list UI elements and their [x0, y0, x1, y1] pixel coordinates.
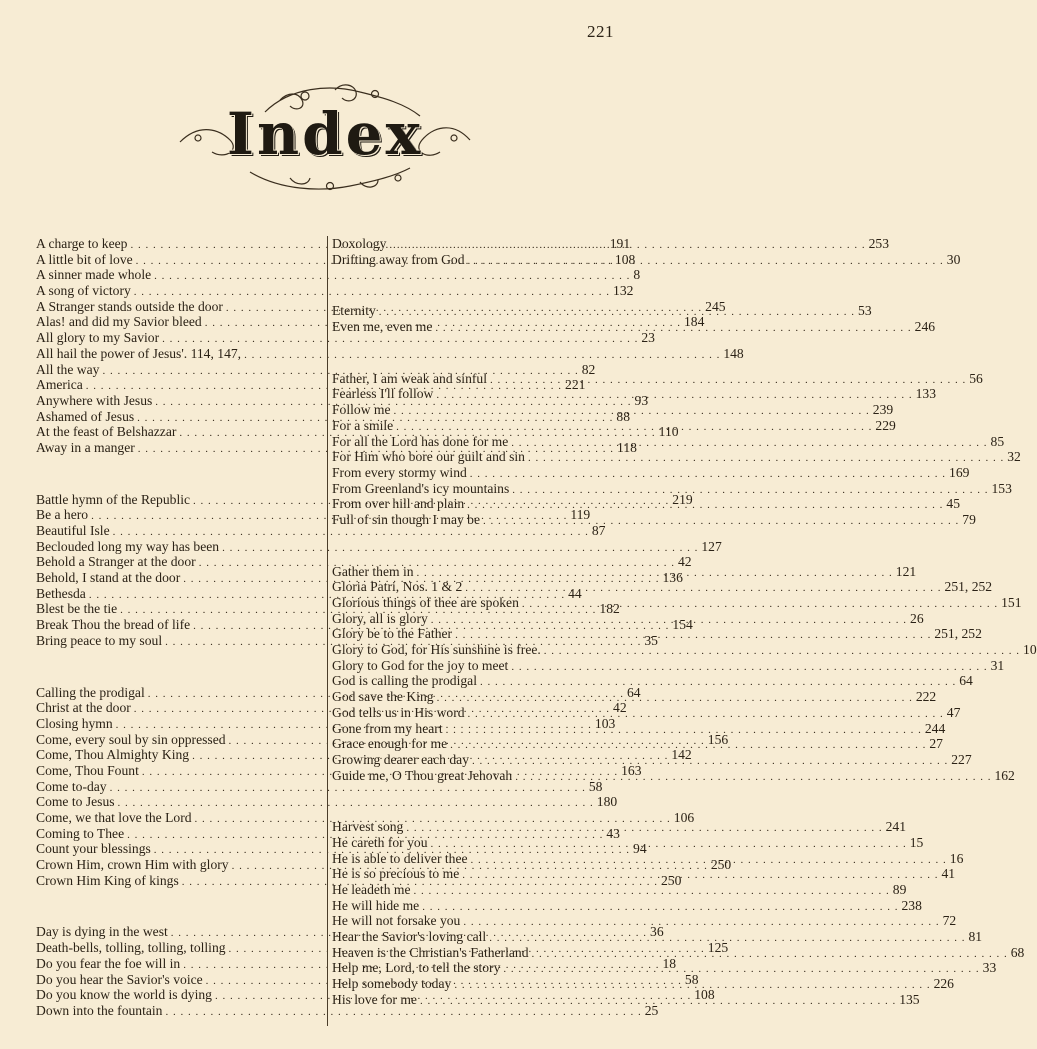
hymn-title: All hail the power of Jesus'. 114, 147, — [36, 345, 242, 361]
hymn-page-number: 108 — [694, 987, 715, 1003]
hymn-page-number: 93 — [634, 392, 649, 408]
hymn-title: God tells us in His word — [332, 704, 465, 720]
hymn-title: Closing hymn — [36, 715, 113, 731]
hymn-page-number: 41 — [941, 866, 956, 882]
dot-leader — [515, 770, 991, 786]
hymn-title: Down into the fountain — [36, 1002, 163, 1018]
page-number: 221 — [587, 22, 614, 41]
hymn-page-number: 23 — [641, 330, 655, 346]
index-entry — [332, 480, 1012, 497]
hymn-page-number: 33 — [982, 960, 997, 976]
hymn-title: For Him who bore our guilt and sin — [332, 449, 525, 465]
dot-leader — [465, 581, 941, 597]
hymn-title: Fearless I'll follow — [332, 386, 434, 402]
hymn-page-number: 246 — [914, 319, 936, 335]
index-entry — [332, 767, 1015, 784]
hymn-page-number: 15 — [909, 834, 924, 850]
hymn-page-number: 227 — [951, 751, 972, 767]
index-entry — [36, 267, 641, 283]
page-title: Index — [226, 100, 424, 168]
hymn-page-number: 43 — [606, 825, 620, 841]
hymn-title: Anywhere with Jesus — [36, 392, 153, 408]
index-entry — [332, 673, 973, 689]
hymn-page-number: 251, 252 — [934, 626, 982, 642]
hymn-title: A Stranger stands outside the door — [36, 298, 223, 314]
dot-leader — [435, 321, 911, 337]
hymn-page-number: 132 — [613, 283, 634, 299]
hymn-page-number: 53 — [858, 303, 872, 319]
hymn-page-number: 85 — [990, 433, 1005, 449]
hymn-title: Glorious things of thee are spoken — [332, 595, 519, 610]
index-entry — [332, 251, 961, 268]
index-entry — [36, 778, 603, 795]
index-entry — [36, 810, 695, 826]
hymn-page-number: 121 — [895, 563, 917, 579]
hymn-page-number: 118 — [617, 439, 637, 455]
hymn-title: Come, every soul by sin oppressed — [36, 731, 226, 747]
hymn-title: A sinner made whole — [36, 267, 152, 283]
index-entry — [332, 689, 937, 705]
hymn-title: Ashamed of Jesus — [36, 408, 135, 424]
hymn-page-number: 238 — [901, 897, 922, 913]
hymn-title: Away in a manger — [36, 439, 135, 455]
hymn-page-number: 163 — [621, 762, 642, 778]
hymn-page-number: 222 — [915, 689, 937, 705]
hymn-page-number: 8 — [633, 267, 641, 283]
hymn-title: Hear the Savior's loving call — [332, 929, 487, 945]
dot-leader — [431, 837, 907, 853]
dot-leader — [422, 900, 898, 916]
hymn-title: Drifting away from God — [332, 251, 465, 267]
hymn-title: He careth for you — [332, 834, 428, 850]
group-spacer — [332, 335, 652, 371]
hymn-title: Day is dying in the west — [36, 924, 168, 940]
index-entry — [36, 1002, 659, 1019]
index-entry — [332, 236, 890, 252]
hymn-title: Father, I am weak and sinful — [332, 370, 487, 386]
hymn-title: Crown Him, crown Him with glory — [36, 857, 229, 873]
hymn-title: From over hill and plain — [332, 496, 465, 512]
hymn-title: Calling the prodigal — [36, 684, 145, 700]
dot-leader — [471, 853, 947, 869]
hymn-page-number: 219 — [672, 491, 693, 507]
hymn-page-number: 182 — [599, 601, 620, 617]
index-entry — [332, 819, 906, 835]
dot-leader — [463, 915, 939, 931]
dot-leader — [480, 675, 956, 691]
dot-leader — [414, 884, 890, 900]
hymn-title: Beclouded long my way has been — [36, 538, 220, 554]
hymn-title: A little bit of love — [36, 251, 133, 267]
hymn-title: All glory to my Savior — [36, 330, 160, 346]
dot-leader — [511, 660, 987, 676]
hymn-title: Follow me — [332, 402, 391, 418]
index-entry — [332, 433, 1005, 450]
hymn-title: At the feast of Belshazzar — [36, 424, 177, 440]
index-entry — [332, 370, 983, 387]
hymn-title: Gloria Patri, Nos. 1 & 2 — [332, 579, 463, 595]
index-entry — [332, 897, 922, 914]
hymn-page-number: 32 — [1007, 449, 1021, 465]
hymn-page-number: 184 — [683, 314, 705, 330]
hymn-page-number: 135 — [899, 991, 920, 1007]
dot-leader — [489, 931, 965, 947]
hymn-page-number: 88 — [616, 408, 631, 424]
index-entry — [332, 449, 1021, 465]
dot-leader — [470, 467, 946, 483]
hymn-page-number: 180 — [596, 794, 618, 810]
index-entry — [332, 913, 957, 929]
hymn-title: A song of victory — [36, 283, 131, 299]
dot-leader — [544, 644, 1020, 660]
hymn-title: Behold, I stand at the door — [36, 570, 181, 586]
dot-leader — [468, 251, 944, 270]
hymn-page-number: 16 — [949, 850, 964, 866]
hymn-title: Eternity — [332, 303, 376, 319]
hymn-title: Coming to Thee — [36, 825, 125, 841]
hymn-title: Help me, Lord, to tell the story — [332, 960, 501, 976]
index-entry — [332, 386, 937, 402]
hymn-page-number: 72 — [942, 913, 957, 929]
hymn-page-number: 221 — [565, 377, 586, 393]
index-entry — [36, 345, 744, 362]
index-entry — [332, 704, 961, 721]
hymn-title: Even me, even me — [332, 319, 433, 335]
hymn-title: God save the King — [332, 689, 434, 705]
dot-leader — [379, 305, 855, 321]
hymn-page-number: 125 — [707, 940, 729, 956]
hymn-page-number: 26 — [910, 610, 924, 626]
index-title-ornament — [170, 82, 480, 194]
index-entry — [332, 834, 924, 851]
hymn-title: Come, Thou Almighty King — [36, 747, 190, 763]
index-columns — [36, 236, 1037, 1036]
hymn-page-number: 45 — [946, 496, 960, 512]
hymn-title: Full of sin though I may be — [332, 511, 481, 527]
hymn-page-number: 153 — [991, 480, 1012, 496]
hymn-page-number: 44 — [568, 585, 582, 601]
hymn-page-number: 18 — [662, 955, 677, 971]
dot-leader — [503, 962, 979, 978]
dot-leader — [522, 597, 998, 613]
hymn-page-number: 108 — [614, 251, 636, 267]
hymn-title: Doxology — [332, 236, 387, 251]
hymn-page-number: 58 — [684, 971, 699, 987]
hymn-page-number: 251, 252 — [944, 579, 993, 595]
hymn-page-number: 106 — [673, 810, 695, 825]
index-entry — [332, 511, 976, 528]
dot-leader — [483, 514, 959, 530]
hymn-title: He will hide me — [332, 897, 420, 913]
hymn-page-number: 156 — [707, 731, 729, 747]
index-entry — [332, 720, 946, 737]
group-spacer — [332, 783, 652, 819]
hymn-title: Do you hear the Savior's voice — [36, 971, 203, 987]
hymn-title: Battle hymn of the Republic — [36, 491, 191, 507]
hymn-title: God is calling the prodigal — [332, 673, 477, 689]
hymn-page-number: 136 — [662, 570, 683, 586]
index-entry — [332, 464, 970, 481]
hymn-page-number: 27 — [929, 736, 943, 752]
hymn-title: Grace enough for me — [332, 736, 448, 752]
hymn-title: For all the Lord has done for me — [332, 433, 509, 449]
dot-leader — [431, 613, 907, 629]
hymn-title: He leadeth me — [332, 882, 411, 897]
hymn-title: Growing dearer each day — [332, 751, 469, 767]
index-entry — [36, 794, 618, 810]
hymn-page-number: 56 — [969, 370, 983, 386]
column-divider — [327, 236, 328, 1026]
hymn-title: For a smile — [332, 417, 394, 433]
hymn-title: Blest be the tie — [36, 601, 118, 617]
dot-leader — [417, 566, 893, 582]
dot-leader — [420, 994, 896, 1010]
hymn-page-number: 244 — [924, 720, 946, 736]
hymn-page-number: 31 — [990, 657, 1005, 673]
hymn-title: His love for me — [332, 991, 417, 1007]
hymn-page-number: 35 — [644, 632, 658, 648]
hymn-title: He will not forsake you — [332, 913, 461, 929]
index-entry — [332, 579, 993, 595]
dot-leader — [472, 754, 948, 770]
hymn-title: Do you fear the foe will in — [36, 955, 181, 971]
dot-leader — [450, 738, 926, 754]
dot-leader — [446, 723, 922, 739]
hymn-page-number: 82 — [581, 361, 596, 377]
hymn-title: From Greenland's icy mountains — [332, 480, 510, 496]
index-entry — [36, 554, 692, 570]
hymn-page-number: 169 — [949, 464, 970, 480]
hymn-page-number: 68 — [1010, 944, 1025, 960]
index-entry — [332, 595, 1022, 611]
index-entry — [332, 402, 894, 418]
index-entry — [36, 283, 634, 299]
hymn-page-number: 87 — [591, 523, 606, 538]
hymn-page-number: 162 — [994, 767, 1015, 783]
hymn-page-number: 89 — [892, 882, 907, 897]
hymn-title: Gone from my heart — [332, 720, 443, 736]
hymn-page-number: 239 — [872, 402, 894, 418]
hymn-page-number: 25 — [644, 1002, 659, 1018]
hymn-page-number: 148 — [723, 345, 744, 361]
hymn-title: Gather them in — [332, 563, 414, 579]
hymn-title: A charge to keep — [36, 236, 128, 251]
hymn-page-number: 94 — [633, 841, 647, 857]
hymn-title: Bethesda — [36, 585, 86, 601]
hymn-page-number: 103 — [594, 715, 616, 731]
dot-leader — [436, 388, 912, 404]
hymn-page-number: 36 — [650, 924, 664, 940]
hymn-title: Behold a Stranger at the door — [36, 554, 196, 570]
hymn-title: Come to Jesus — [36, 794, 115, 810]
hymn-page-number: 151 — [1001, 595, 1022, 610]
dot-leader — [512, 483, 988, 499]
hymn-title: Glory to God, for His sunshine is free. — [332, 642, 541, 658]
group-spacer — [332, 528, 652, 564]
index-entry — [332, 882, 907, 898]
hymn-title: Crown Him King of kings — [36, 872, 179, 888]
hymn-page-number: 253 — [868, 236, 890, 251]
hymn-page-number: 154 — [672, 617, 693, 633]
hymn-title: From every stormy wind — [332, 464, 467, 480]
hymn-page-number: 79 — [962, 511, 976, 527]
index-entry — [36, 523, 606, 539]
hymn-title: Glory, all is glory — [332, 610, 428, 626]
hymn-page-number: 119 — [570, 507, 591, 523]
group-spacer — [36, 456, 321, 492]
dot-leader — [532, 947, 1008, 963]
hymn-title: Count your blessings — [36, 841, 151, 857]
hymn-title: Bring peace to my soul — [36, 632, 163, 648]
hymn-page-number: 133 — [915, 386, 937, 402]
hymn-title: Come, Thou Fount — [36, 762, 139, 778]
hymn-title: All the way — [36, 361, 100, 377]
dot-leader — [468, 707, 944, 723]
hymn-page-number: 10 — [1023, 642, 1037, 658]
hymn-page-number: 229 — [875, 417, 896, 433]
hymn-page-number: 142 — [671, 747, 692, 763]
hymn-title: Glory to God for the joy to meet — [332, 657, 509, 673]
hymn-title: Come to-day — [36, 778, 107, 794]
group-spacer — [332, 267, 652, 303]
dot-leader — [528, 451, 1004, 467]
hymn-page-number: 245 — [705, 298, 726, 314]
dot-leader — [490, 373, 966, 389]
dot-leader — [511, 436, 987, 452]
hymn-page-number: 81 — [968, 929, 983, 945]
hymn-title: He is so precious to me — [332, 866, 460, 882]
hymn-page-number: 191 — [609, 236, 631, 251]
index-entry — [36, 538, 722, 555]
hymn-page-number: 127 — [701, 538, 722, 554]
hymn-title: Death-bells, tolling, tolling, tolling — [36, 940, 226, 956]
hymn-page-number: 42 — [677, 554, 692, 570]
group-spacer — [36, 649, 321, 685]
hymn-page-number: 250 — [660, 872, 682, 888]
hymn-title: Alas! and did my Savior bleed — [36, 314, 202, 330]
hymn-page-number: 64 — [959, 673, 973, 689]
hymn-title: Help somebody today — [332, 976, 452, 992]
dot-leader — [454, 978, 930, 994]
hymn-page-number: 64 — [626, 684, 641, 700]
hymn-title: Come, we that love the Lord — [36, 810, 192, 825]
hymn-page-number: 58 — [588, 778, 603, 794]
hymn-page-number: 110 — [658, 424, 679, 440]
hymn-title: Be a hero — [36, 507, 89, 523]
hymn-page-number: 30 — [946, 251, 961, 267]
hymn-title: He is able to deliver thee — [332, 850, 468, 866]
index-entry — [36, 330, 655, 346]
dot-leader — [394, 404, 870, 420]
index-entry — [332, 642, 1037, 658]
hymn-title: Break Thou the bread of life — [36, 617, 191, 633]
hymn-title: Glory be to the Father — [332, 626, 453, 642]
hymn-title: America — [36, 377, 83, 393]
hymn-page-number: 250 — [710, 857, 732, 873]
hymn-title: Beautiful Isle — [36, 523, 110, 538]
dot-leader — [437, 691, 913, 707]
hymn-title: Heaven is the Christian's Fatherland — [332, 944, 529, 960]
hymn-page-number: 47 — [946, 704, 961, 720]
hymn-page-number: 241 — [885, 819, 906, 835]
group-spacer — [36, 888, 321, 924]
dot-leader — [406, 821, 882, 837]
index-entry — [332, 657, 1005, 674]
hymn-page-number: 42 — [613, 700, 627, 716]
hymn-title: Guide me, O Thou great Jehovah — [332, 767, 513, 783]
hymn-title: Harvest song — [332, 819, 404, 835]
hymn-title: Christ at the door — [36, 700, 131, 716]
dot-leader — [467, 498, 943, 514]
hymn-title: Do you know the world is dying — [36, 987, 212, 1003]
hymn-page-number: 226 — [933, 976, 954, 992]
dot-leader — [462, 868, 938, 884]
